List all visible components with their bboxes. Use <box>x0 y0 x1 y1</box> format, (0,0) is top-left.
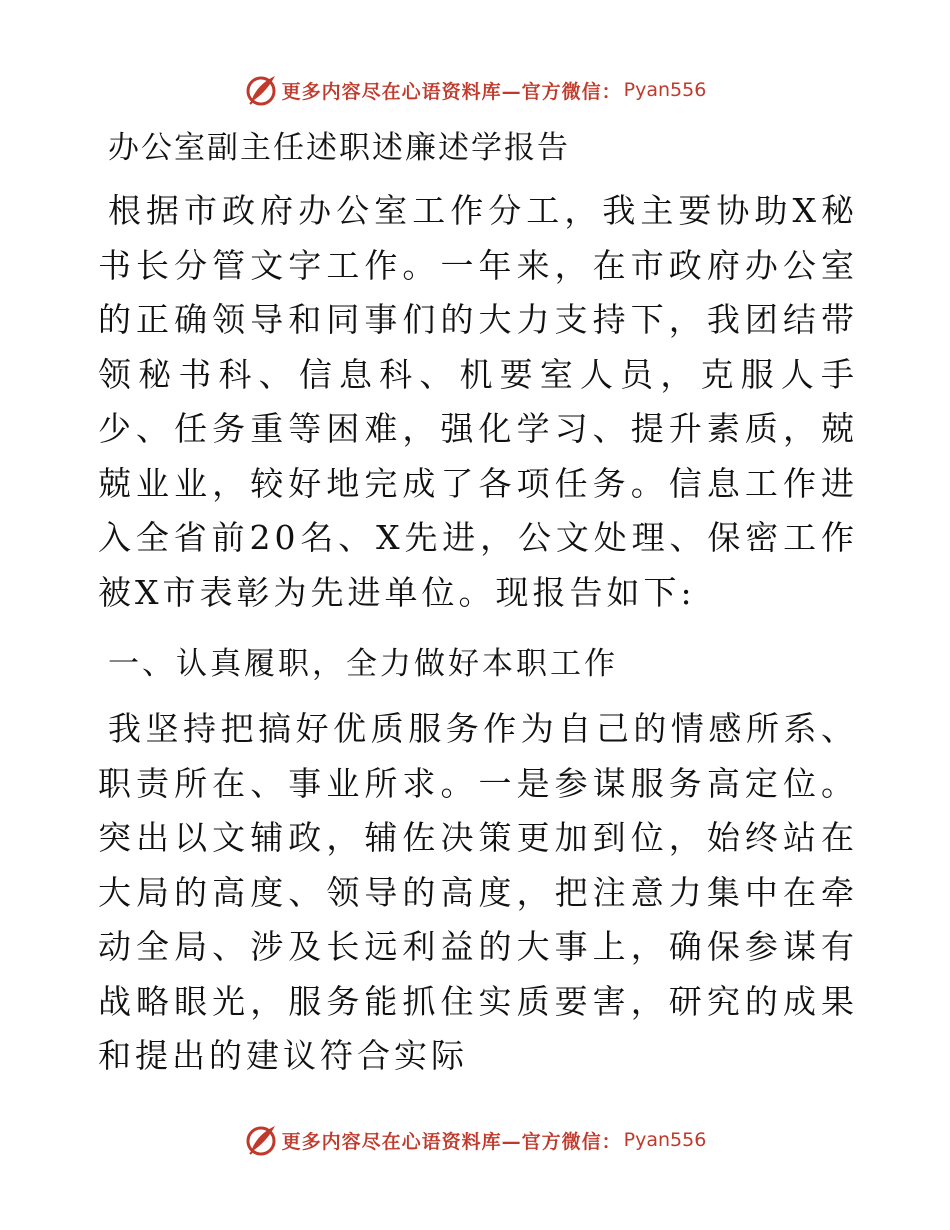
banner-wechat-id: Pyan556 <box>623 79 707 101</box>
feather-pen-logo-icon <box>244 73 278 107</box>
header-banner <box>0 70 950 110</box>
document-title: 办公室副主任述职述廉述学报告 <box>108 130 570 166</box>
paragraph-section-1: 我坚持把搞好优质服务作为自己的情感所系、职责所在、事业所求。一是参谋服务高定位。突出以文辅政，辅佐决策更加到位，始终站在大局的高度、领导的高度，把注意力集中在牵动全局、涉及长远利益的大事上，确保参谋有战略眼光，服务能抓住实质要害，研究的成果和提出的建议符合实际 <box>98 709 858 1075</box>
document-body <box>98 120 858 1100</box>
feather-pen-logo-icon <box>244 1123 278 1157</box>
banner-wechat-id: Pyan556 <box>623 1129 707 1151</box>
section-heading-1: 一、认真履职，全力做好本职工作 <box>108 646 618 682</box>
banner-slogan: 更多内容尽在心语资料库—官方微信： <box>281 80 622 103</box>
banner-slogan: 更多内容尽在心语资料库—官方微信： <box>281 1130 622 1153</box>
paragraph-intro: 根据市政府办公室工作分工，我主要协助X秘书长分管文字工作。一年来，在市政府办公室的正确领导和同事们的大力支持下，我团结带领秘书科、信息科、机要室人员，克服人手少、任务重等困难，强化学习、提升素质，兢兢业业，较好地完成了各项任务。信息工作进入全省前20名、X先进，公文处理、保密工作被X市表彰为先进单位。现报告如下: <box>98 191 858 612</box>
footer-banner <box>0 1120 950 1160</box>
